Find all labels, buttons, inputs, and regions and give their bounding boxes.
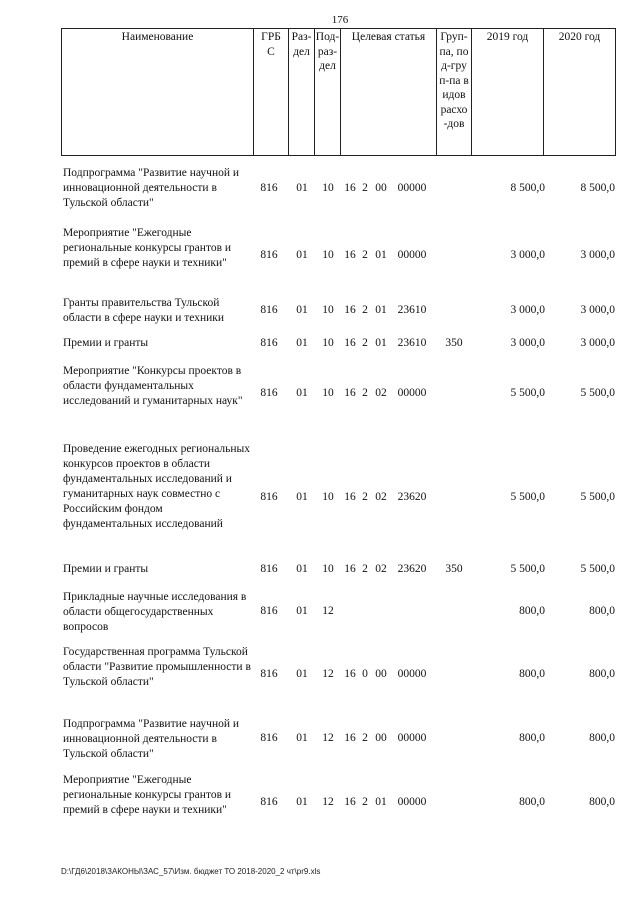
cell-target-event: 02 (375, 491, 387, 503)
cell-name: Прикладные научные исследования в области общегосударственных вопросов (63, 591, 247, 633)
table-row (61, 645, 616, 707)
cell-target-event: 01 (375, 337, 387, 349)
cell-expense-group: 350 (445, 563, 463, 575)
cell-name: Государственная программа Тульской области "Развитие промышленности в Тульской области" (63, 646, 251, 688)
cell-value-2020: 5 500,0 (580, 491, 615, 503)
cell-target-subprogram: 2 (362, 337, 368, 349)
cell-grbs: 816 (260, 668, 278, 680)
cell-target-subprogram: 2 (362, 304, 368, 316)
cell-target-direction: 23620 (397, 563, 427, 575)
cell-name: Проведение ежегодных региональных конкурсов проектов в области фундаментальных исследований и гуманитарных наук совместно с Российским фондом фундаментальных исследований (63, 443, 251, 530)
cell-target-direction: 00000 (397, 249, 427, 261)
cell-target-event: 00 (375, 182, 387, 194)
header-col-divider (340, 28, 341, 156)
cell-value-2020: 5 500,0 (580, 563, 615, 575)
cell-target-subprogram: 2 (362, 491, 368, 503)
header-2019: 2019 год (486, 31, 529, 43)
cell-value-2020: 5 500,0 (580, 387, 615, 399)
table-row (61, 717, 616, 765)
cell-value-2019: 800,0 (519, 796, 545, 808)
cell-value-2019: 800,0 (519, 605, 545, 617)
cell-value-2019: 8 500,0 (510, 182, 545, 194)
cell-name: Подпрограмма "Развитие научной и инновационной деятельности в Тульской области" (63, 167, 240, 209)
cell-target-direction: 00000 (397, 668, 427, 680)
cell-razdel: 01 (296, 249, 308, 261)
cell-value-2019: 5 500,0 (510, 387, 545, 399)
header-2020: 2020 год (558, 31, 601, 43)
table-row (61, 590, 616, 638)
cell-value-2020: 8 500,0 (580, 182, 615, 194)
header-top-border (61, 28, 616, 29)
cell-target-program: 16 (344, 182, 356, 194)
page-number: 176 (331, 14, 349, 26)
table-row (61, 226, 616, 288)
cell-target-event: 01 (375, 249, 387, 261)
table-row (61, 442, 616, 556)
cell-name: Мероприятие "Конкурсы проектов в области фундаментальных исследований и гуманитарных наук" (63, 365, 243, 407)
cell-target-event: 01 (375, 304, 387, 316)
cell-target-program: 16 (344, 563, 356, 575)
cell-value-2019: 800,0 (519, 732, 545, 744)
header-col-divider (615, 28, 616, 156)
cell-value-2020: 800,0 (589, 796, 615, 808)
cell-name: Премии и гранты (63, 337, 149, 349)
cell-target-subprogram: 2 (362, 732, 368, 744)
cell-target-direction: 00000 (397, 732, 427, 744)
cell-expense-group: 350 (445, 337, 463, 349)
header-col-divider (61, 28, 62, 156)
cell-value-2020: 800,0 (589, 605, 615, 617)
cell-target-direction: 00000 (397, 796, 427, 808)
table-row (61, 296, 616, 330)
cell-razdel: 01 (296, 387, 308, 399)
cell-value-2019: 3 000,0 (510, 337, 545, 349)
cell-target-program: 16 (344, 491, 356, 503)
cell-podrazdel: 10 (322, 563, 334, 575)
cell-grbs: 816 (260, 491, 278, 503)
header-podrazdel: Под-раз-дел (315, 31, 340, 72)
cell-target-subprogram: 2 (362, 387, 368, 399)
cell-razdel: 01 (296, 182, 308, 194)
cell-value-2019: 5 500,0 (510, 491, 545, 503)
cell-target-program: 16 (344, 387, 356, 399)
cell-target-event: 02 (375, 563, 387, 575)
cell-name: Премии и гранты (63, 563, 149, 575)
cell-target-subprogram: 2 (362, 249, 368, 261)
cell-name: Гранты правительства Тульской области в сфере науки и техники (63, 297, 224, 324)
cell-razdel: 01 (296, 563, 308, 575)
cell-podrazdel: 10 (322, 249, 334, 261)
header-col-divider (471, 28, 472, 156)
cell-target-direction: 00000 (397, 387, 427, 399)
cell-value-2019: 3 000,0 (510, 304, 545, 316)
header-bottom-border (61, 155, 616, 156)
cell-target-subprogram: 2 (362, 563, 368, 575)
header-razdel: Раз-дел (291, 31, 312, 58)
cell-value-2020: 3 000,0 (580, 304, 615, 316)
cell-value-2019: 5 500,0 (510, 563, 545, 575)
cell-name: Мероприятие "Ежегодные региональные конкурсы грантов и премий в сфере науки и техники" (63, 774, 232, 816)
cell-razdel: 01 (296, 796, 308, 808)
cell-target-subprogram: 2 (362, 182, 368, 194)
cell-grbs: 816 (260, 249, 278, 261)
header-grbs: ГРБС (261, 31, 281, 58)
cell-target-subprogram: 0 (362, 668, 368, 680)
cell-podrazdel: 12 (322, 796, 334, 808)
cell-razdel: 01 (296, 304, 308, 316)
header-col-divider (253, 28, 254, 156)
cell-value-2020: 800,0 (589, 732, 615, 744)
cell-razdel: 01 (296, 668, 308, 680)
cell-grbs: 816 (260, 796, 278, 808)
cell-target-program: 16 (344, 249, 356, 261)
header-group: Груп-па, под-груп-па видов расхо-дов (439, 31, 469, 130)
table-row (61, 562, 616, 584)
table-row (61, 364, 616, 432)
cell-razdel: 01 (296, 732, 308, 744)
cell-target-program: 16 (344, 337, 356, 349)
cell-podrazdel: 10 (322, 491, 334, 503)
cell-name: Подпрограмма "Развитие научной и инновационной деятельности в Тульской области" (63, 718, 240, 760)
cell-value-2020: 3 000,0 (580, 249, 615, 261)
cell-value-2019: 3 000,0 (510, 249, 545, 261)
cell-value-2020: 3 000,0 (580, 337, 615, 349)
cell-razdel: 01 (296, 337, 308, 349)
cell-target-event: 00 (375, 668, 387, 680)
cell-podrazdel: 12 (322, 668, 334, 680)
cell-podrazdel: 10 (322, 182, 334, 194)
header-target: Целевая статья (351, 31, 426, 43)
cell-podrazdel: 10 (322, 387, 334, 399)
cell-target-subprogram: 2 (362, 796, 368, 808)
cell-grbs: 816 (260, 337, 278, 349)
cell-grbs: 816 (260, 605, 278, 617)
cell-value-2020: 800,0 (589, 668, 615, 680)
cell-target-direction: 00000 (397, 182, 427, 194)
cell-grbs: 816 (260, 304, 278, 316)
table-row (61, 773, 616, 835)
header-col-divider (436, 28, 437, 156)
cell-podrazdel: 12 (322, 732, 334, 744)
cell-target-direction: 23610 (397, 337, 427, 349)
cell-podrazdel: 12 (322, 605, 334, 617)
cell-target-event: 01 (375, 796, 387, 808)
cell-target-event: 00 (375, 732, 387, 744)
cell-grbs: 816 (260, 732, 278, 744)
cell-grbs: 816 (260, 182, 278, 194)
cell-target-direction: 23620 (397, 491, 427, 503)
file-path-footer: D:\ГД6\2018\ЗАКОНЫ\ЗАС_57\Изм. бюджет ТО 2018-2020_2 чт\pr9.xls (61, 867, 321, 876)
cell-target-program: 16 (344, 668, 356, 680)
table-row (61, 336, 616, 358)
cell-podrazdel: 10 (322, 304, 334, 316)
cell-target-program: 16 (344, 732, 356, 744)
header-name: Наименование (121, 31, 194, 43)
cell-value-2019: 800,0 (519, 668, 545, 680)
table-row (61, 166, 616, 226)
cell-target-program: 16 (344, 304, 356, 316)
cell-podrazdel: 10 (322, 337, 334, 349)
cell-grbs: 816 (260, 387, 278, 399)
cell-target-event: 02 (375, 387, 387, 399)
cell-target-program: 16 (344, 796, 356, 808)
cell-name: Мероприятие "Ежегодные региональные конкурсы грантов и премий в сфере науки и техники" (63, 227, 232, 269)
header-col-divider (543, 28, 544, 156)
cell-grbs: 816 (260, 563, 278, 575)
cell-target-direction: 23610 (397, 304, 427, 316)
cell-razdel: 01 (296, 491, 308, 503)
cell-razdel: 01 (296, 605, 308, 617)
